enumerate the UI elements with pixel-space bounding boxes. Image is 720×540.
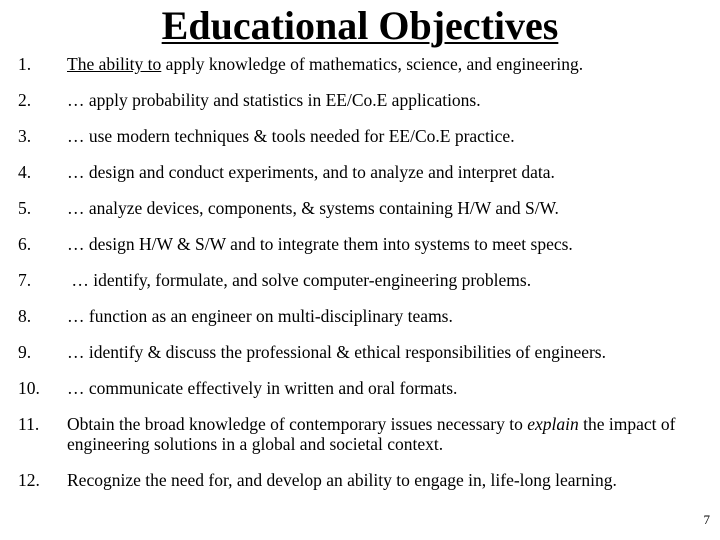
- item-text: … identify & discuss the professional & ethical responsibilities of engineers.: [67, 342, 606, 362]
- list-item: [18, 378, 708, 414]
- list-item: [18, 54, 708, 90]
- item-text: Recognize the need for, and develop an ability to engage in, life-long learning.: [67, 470, 617, 490]
- item-text: … apply probability and statistics in EE/Co.E applications.: [67, 90, 481, 110]
- item-number: 10.: [18, 378, 40, 398]
- list-item: [18, 470, 708, 506]
- list-item: [18, 414, 708, 470]
- page-number: 7: [703, 512, 710, 527]
- item-number: 11.: [18, 414, 40, 434]
- item-text: Obtain the broad knowledge of contemporary issues necessary to explain the impact of engineering solutions in a global and societal context.: [67, 414, 676, 454]
- item-text: … design and conduct experiments, and to analyze and interpret data.: [67, 162, 555, 182]
- item-number: 4.: [18, 162, 32, 182]
- list-item: [18, 234, 708, 270]
- item-number: 12.: [18, 470, 40, 490]
- list-item: [18, 126, 708, 162]
- list-item: [18, 162, 708, 198]
- slide-title: Educational Objectives: [161, 3, 559, 48]
- list-item: [18, 270, 708, 306]
- item-text: … analyze devices, components, & systems containing H/W and S/W.: [67, 198, 559, 218]
- list-item: [18, 342, 708, 378]
- item-lead-underlined: The ability to: [67, 54, 162, 74]
- item-number: 9.: [18, 342, 32, 362]
- item-number: 1.: [18, 54, 32, 74]
- item-emphasis: explain: [527, 414, 579, 434]
- item-number: 2.: [18, 90, 32, 110]
- item-number: 7.: [18, 270, 32, 290]
- item-text: … design H/W & S/W and to integrate them into systems to meet specs.: [67, 234, 573, 254]
- item-text: … communicate effectively in written and oral formats.: [67, 378, 458, 398]
- objectives-list: [18, 54, 708, 506]
- list-item: [18, 198, 708, 234]
- item-text: … use modern techniques & tools needed for EE/Co.E practice.: [67, 126, 515, 146]
- list-item: [18, 90, 708, 126]
- item-text: … function as an engineer on multi-disciplinary teams.: [67, 306, 453, 326]
- list-item: [18, 306, 708, 342]
- item-text: … identify, formulate, and solve computer-engineering problems.: [67, 270, 532, 290]
- item-number: 6.: [18, 234, 32, 254]
- item-text: The ability to apply knowledge of mathematics, science, and engineering.: [67, 54, 584, 74]
- item-number: 3.: [18, 126, 32, 146]
- item-number: 5.: [18, 198, 32, 218]
- item-number: 8.: [18, 306, 32, 326]
